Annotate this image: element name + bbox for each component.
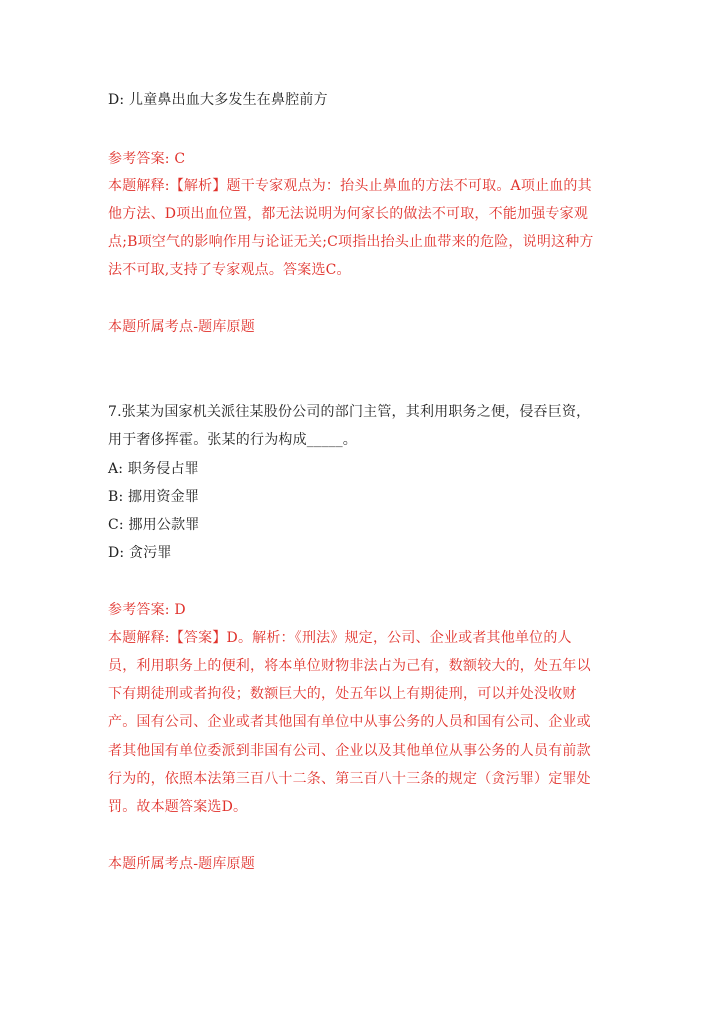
prev-explanation-line-3: 点;B项空气的影响作用与论证无关;C项指出抬头止血带来的危险，说明这种方 [108,234,594,250]
q7-option-b: B: 挪用资金罪 [108,489,200,505]
q7-explanation-line-3: 下有期徒刑或者拘役；数额巨大的，处五年以上有期徒刑，可以并处没收财 [108,686,577,702]
prev-source: 本题所属考点-题库原题 [108,319,255,335]
q7-source: 本题所属考点-题库原题 [108,856,255,872]
q7-stem-line-1: 7.张某为国家机关派往某股份公司的部门主管，其利用职务之便，侵吞巨资， [108,404,591,420]
prev-explanation-line-4: 法不可取,支持了专家观点。答案选C。 [108,262,351,278]
q7-explanation-line-7: 罚。故本题答案选D。 [108,799,248,815]
q7-option-d: D: 贪污罪 [108,545,172,561]
prev-explanation-line-1: 本题解释:【解析】题干专家观点为：抬头止鼻血的方法不可取。A项止血的其 [108,178,592,194]
prev-explanation-line-2: 他方法、D项出血位置，都无法说明为何家长的做法不可取，不能加强专家观 [108,206,589,222]
q7-explanation-line-6: 行为的，依照本法第三百八十二条、第三百八十三条的规定（贪污罪）定罪处 [108,771,591,787]
q7-option-a: A: 职务侵占罪 [108,461,199,477]
q7-explanation-line-4: 产。国有公司、企业或者其他国有单位中从事公务的人员和国有公司、企业或 [108,714,591,730]
prev-option-d: D: 儿童鼻出血大多发生在鼻腔前方 [108,92,328,108]
q7-explanation-line-5: 者其他国有单位委派到非国有公司、企业以及其他单位从事公务的人员有前款 [108,743,591,759]
q7-option-c: C: 挪用公款罪 [108,517,200,533]
q7-stem-line-2: 用于奢侈挥霍。张某的行为构成_____。 [108,432,357,448]
prev-answer: 参考答案: C [108,151,186,167]
q7-explanation-line-2: 员，利用职务上的便利，将本单位财物非法占为己有，数额较大的，处五年以 [108,658,591,674]
q7-answer: 参考答案: D [108,602,186,618]
q7-explanation-line-1: 本题解释:【答案】D。解析：《刑法》规定，公司、企业或者其他单位的人 [108,630,572,646]
